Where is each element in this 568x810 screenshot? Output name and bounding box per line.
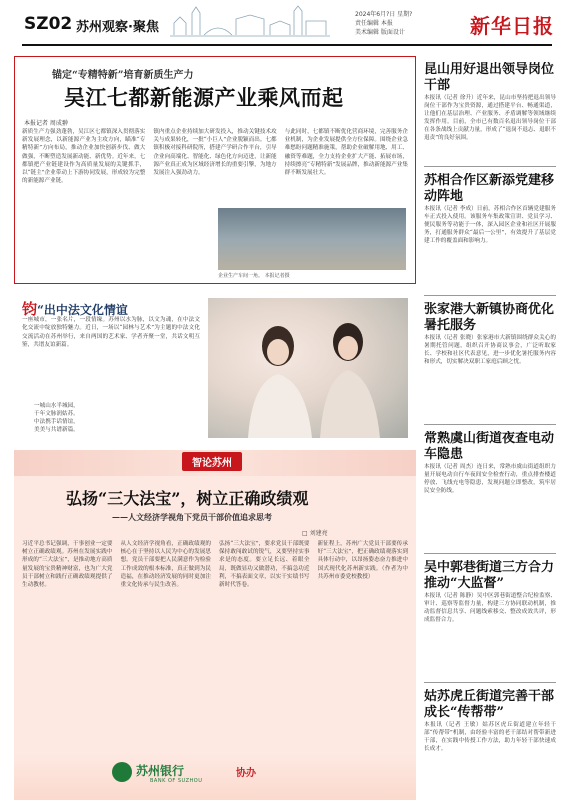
culture-poem <box>34 402 174 442</box>
lead-column: 新质生产力强劲蓬勃，吴江区七都镇深入贯彻落实新发展理念，以新能源产业为主攻方向，瞄准“专精特新”方向布局，推动企业加快创新步伐、做大做强，不断塑造发展新动能、新优势。近年来，七都镇把产业链建设作为高质量发展的关键抓手，以“链主”企业带动上下游协同发展，形成较为完整的新能源产业链。 <box>22 129 146 185</box>
factory-photo <box>218 208 406 270</box>
performers-figure <box>208 298 408 438</box>
designer-line: 美术编辑 版面设计 <box>355 29 405 36</box>
feature-column: 习近平总书记强调，干事创业一定要树立正确政绩观。苏州在发展实践中形成的“三大法宝”，是推动地方高质量发展的宝贵精神财富，也为广大党员干部树立和践行正确政绩观提供了生动教材。 <box>22 541 113 589</box>
sidebar-item <box>424 167 556 295</box>
culture-title: “出中法文化情谊 <box>37 303 128 317</box>
sidebar-item-body: 本报讯（记者 徐升）近年来，昆山市坚持把退出领导岗位干部作为宝贵资源，通过搭建平台、畅通渠道，让他们在基层治理、产业服务、矛盾调解等领域继续发挥作用。目前，全市已有数百名退出领导岗位干部在各条战线上贡献力量，形成了“退岗不退志、退职不退责”的良好氛围。 <box>424 95 556 142</box>
feature-column: 弘扬“三大法宝”，要求党员干部既要保持敢闯敢试的锐气，又要坚持实事求是的态度。要立足长远、着眼全局，既做显功又做潜功，不搞急功近利，不搞表面文章，以实干实绩书写新时代答卷。 <box>219 541 310 589</box>
sidebar-item-body: 本报讯（记者 王敏）姑苏区虎丘街道建立年轻干部“传帮带”机制，由经验丰富的老干部结对帮带新进干部，在实践中传授工作方法，助力年轻干部快速成长成才。 <box>424 722 556 753</box>
culture-intro: 一座城市，一张名片，一段情缘。苏州以水为脉，以文为魂，在中法文化交流中绽放独特魅力。近日，一场以“园林与艺术”为主题的中法文化交流活动在苏州举行，来自两国的艺术家、学者齐聚一堂，共话文明互鉴，共谱友谊新篇。 <box>22 317 200 348</box>
sidebar-item-body: 本报讯（记者 陈静）吴中区郭巷街道整合纪检监察、审计、巡察等监督力量，构建三方协同联动机制，推动监督信息共享、问题线索移交、整改成效共评，形成监督合力。 <box>424 593 556 624</box>
section-name: 苏州观察·聚焦 <box>76 20 159 35</box>
poem-line: 中法携手话情谊， <box>34 419 79 425</box>
sidebar-item-title: 常熟虞山街道夜查电动车隐患 <box>424 431 555 462</box>
column-badge: 智论苏州 <box>182 452 242 471</box>
sidebar-item <box>424 425 556 553</box>
feature-column: 新征程上，苏州广大党员干部要传承好“三大法宝”，把正确政绩观落实到具体行动中，以昂扬姿态奋力推进中国式现代化苏州新实践。（作者为中共苏州市委党校教授） <box>317 541 408 580</box>
lead-headline: 吴江七都新能源产业乘风而起 <box>64 85 344 110</box>
bank-name: 苏州银行 <box>136 764 185 778</box>
newspaper-logo: 新华日报 <box>470 14 554 38</box>
sidebar-item <box>424 296 556 424</box>
feature-subtitle: ——人文经济学视角下党员干部价值追求思考 <box>112 512 272 522</box>
lead-kicker: 锚定“专精特新”培育新质生产力 <box>52 70 194 81</box>
performers-photo <box>208 298 408 438</box>
sidebar-item-body: 本报讯（记者 张晓）张家港市大新镇围绕群众关心的暑期托管问题，组织召开协商议事会，广泛听取家长、学校和社区代表意见，进一步优化暑托服务内容和形式，切实解决双职工家庭后顾之忧。 <box>424 335 556 366</box>
poem-line: 千年文脉润姑苏。 <box>34 411 79 417</box>
feature-column: 从人文经济学视角看，正确政绩观的核心在于坚持以人民为中心的发展思想。党员干部要把人民满意作为检验工作成效的根本标准，真正做到为民造福，在推动经济发展的同时更加注重文化传承与民生改善。 <box>120 541 211 589</box>
sidebar-item-title: 苏相合作区新添党建移动阵地 <box>424 173 555 204</box>
lead-column: 与此同时，七都镇不断优化营商环境，完善服务企业机制，为企业发展提供全方位保障。围绕企业急难愁盼问题精准施策，帮助企业破解用地、用工、融资等难题，全力支持企业扩大产能、拓展市场，持续擦亮“专精特新”发展品牌，推动新能源产业集群不断发展壮大。 <box>284 129 408 177</box>
feature-body <box>22 540 408 748</box>
sidebar-item-title: 张家港大新镇协商优化暑托服务 <box>424 302 555 333</box>
date-line: 2024年6月?日 星期? <box>355 11 413 18</box>
sidebar-item <box>424 62 556 166</box>
sidebar-item <box>424 683 556 801</box>
bank-english-name: BANK OF SUZHOU <box>150 778 203 784</box>
poem-line: 美美与共谱新篇。 <box>34 427 79 433</box>
bank-advertisement <box>14 754 416 800</box>
sidebar-item <box>424 554 556 682</box>
ad-badge: 协办 <box>236 768 256 779</box>
news-sidebar <box>424 62 556 806</box>
calligraphy-mark: 钧 <box>22 300 38 318</box>
skyline-illustration <box>170 5 330 38</box>
sidebar-item-title: 吴中郭巷街道三方合力推动“大监督” <box>424 560 555 591</box>
sidebar-item-title: 姑苏虎丘街道完善干部成长“传帮带” <box>424 689 555 720</box>
sidebar-item-title: 昆山用好退出领导岗位干部 <box>424 62 555 93</box>
lead-column: 镇内重点企业持续加大研发投入，推动关键技术攻关与成果转化，一批“小巨人”企业脱颖而出。七都镇积极对接科研院所，搭建产学研合作平台，引导企业向高端化、智能化、绿色化方向迈进，让新能源产业真正成为区域经济增长的重要引擎，为地方发展注入强劲动力。 <box>153 129 277 177</box>
feature-byline: □ 刘建亮 <box>302 530 328 537</box>
page-number: SZ02 <box>24 14 73 34</box>
issue-date <box>355 10 412 37</box>
photo-caption: 企业生产车间一角。 本报记者摄 <box>218 273 290 279</box>
editor-line: 责任编辑 本报 <box>355 20 393 27</box>
feature-headline: 弘扬“三大法宝”，树立正确政绩观 <box>66 489 309 508</box>
bank-logo-icon <box>112 762 132 782</box>
poem-line: 一城山水半城园， <box>34 403 79 409</box>
lead-byline: 本报记者 周成翀 <box>24 120 68 127</box>
sidebar-item-body: 本报讯（记者 李成）日前，苏相合作区首辆党建服务车正式投入使用。该服务车集政策宣讲、党员学习、便民服务等功能于一体，深入园区企业和社区开展服务，打通服务群众“最后一公里”，有效提升了基层党建工作的覆盖面和影响力。 <box>424 206 556 245</box>
sidebar-item-body: 本报讯（记者 周杰）连日来，常熟市虞山街道组织力量开展电动自行车夜间安全检查行动，重点排查楼道停放、飞线充电等隐患，发现问题立即整改，筑牢居民安全防线。 <box>424 464 556 495</box>
header-divider <box>22 44 552 46</box>
